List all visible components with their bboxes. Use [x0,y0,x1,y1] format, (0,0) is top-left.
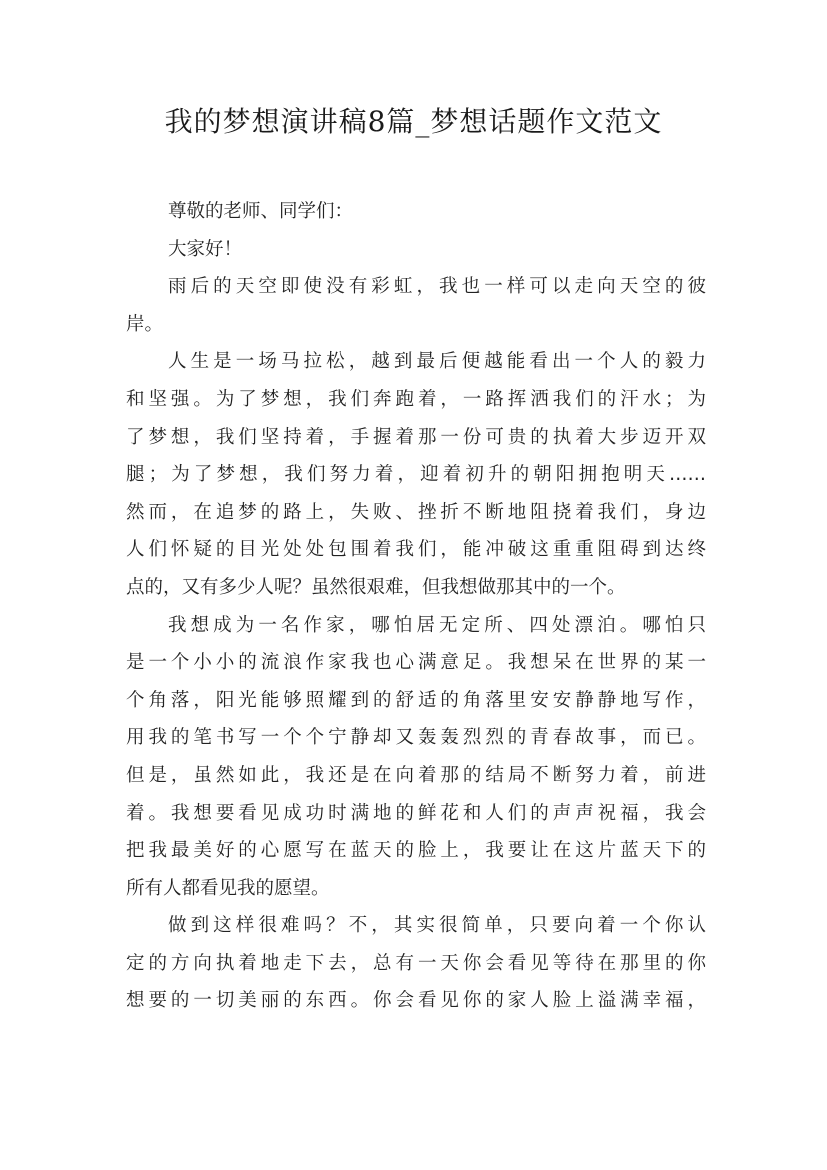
text-line: 大家好！ [168,238,243,260]
document-title: 我的梦想演讲稿8篇_梦想话题作文范文 [164,105,663,138]
text-line: 人生是一场马拉松，越到最后便越能看出一个人的毅力 [168,351,706,373]
text-line: 个角落，阳光能够照耀到的舒适的角落里安安静静地写作， [126,689,706,711]
text-line: 定的方向执着地走下去，总有一天你会看见等待在那里的你 [126,952,706,974]
text-line: 把我最美好的心愿写在蓝天的脸上，我要让在这片蓝天下的 [126,840,706,862]
text-line: 雨后的天空即使没有彩虹，我也一样可以走向天空的彼 [168,276,706,298]
document-body [126,193,706,1020]
text-line: 尊敬的老师、同学们： [168,201,354,222]
text-line: 了梦想，我们坚持着，手握着那一份可贵的执着大步迈开双 [126,426,706,448]
text-line: 然而，在追梦的路上，失败、挫折不断地阻挠着我们，身边 [126,501,706,523]
text-line: 但是，虽然如此，我还是在向着那的结局不断努力着，前进 [126,764,706,786]
text-line: 所有人都看见我的愿望。 [126,877,330,899]
text-line: 点的，又有多少人呢？虽然很艰难，但我想做那其中的一个。 [126,576,626,598]
text-line: 着。我想要看见成功时满地的鲜花和人们的声声祝福，我会 [126,802,706,824]
text-line: 我想成为一名作家，哪怕居无定所、四处漂泊。哪怕只 [168,614,706,636]
text-line: 腿；为了梦想，我们努力着，迎着初升的朝阳拥抱明天…… [126,464,706,486]
text-line: 和坚强。为了梦想，我们奔跑着，一路挥洒我们的汗水；为 [126,388,706,410]
text-line: 想要的一切美丽的东西。你会看见你的家人脸上溢满幸福， [126,990,706,1012]
text-line: 做到这样很难吗？不，其实很简单，只要向着一个你认 [168,915,706,937]
text-line: 是一个小小的流浪作家我也心满意足。我想呆在世界的某一 [126,652,706,674]
text-line: 用我的笔书写一个个宁静却又轰轰烈烈的青春故事，而已。 [126,727,706,749]
text-line: 人们怀疑的目光处处包围着我们，能冲破这重重阻碍到达终 [126,539,706,561]
text-line: 岸。 [126,313,164,335]
